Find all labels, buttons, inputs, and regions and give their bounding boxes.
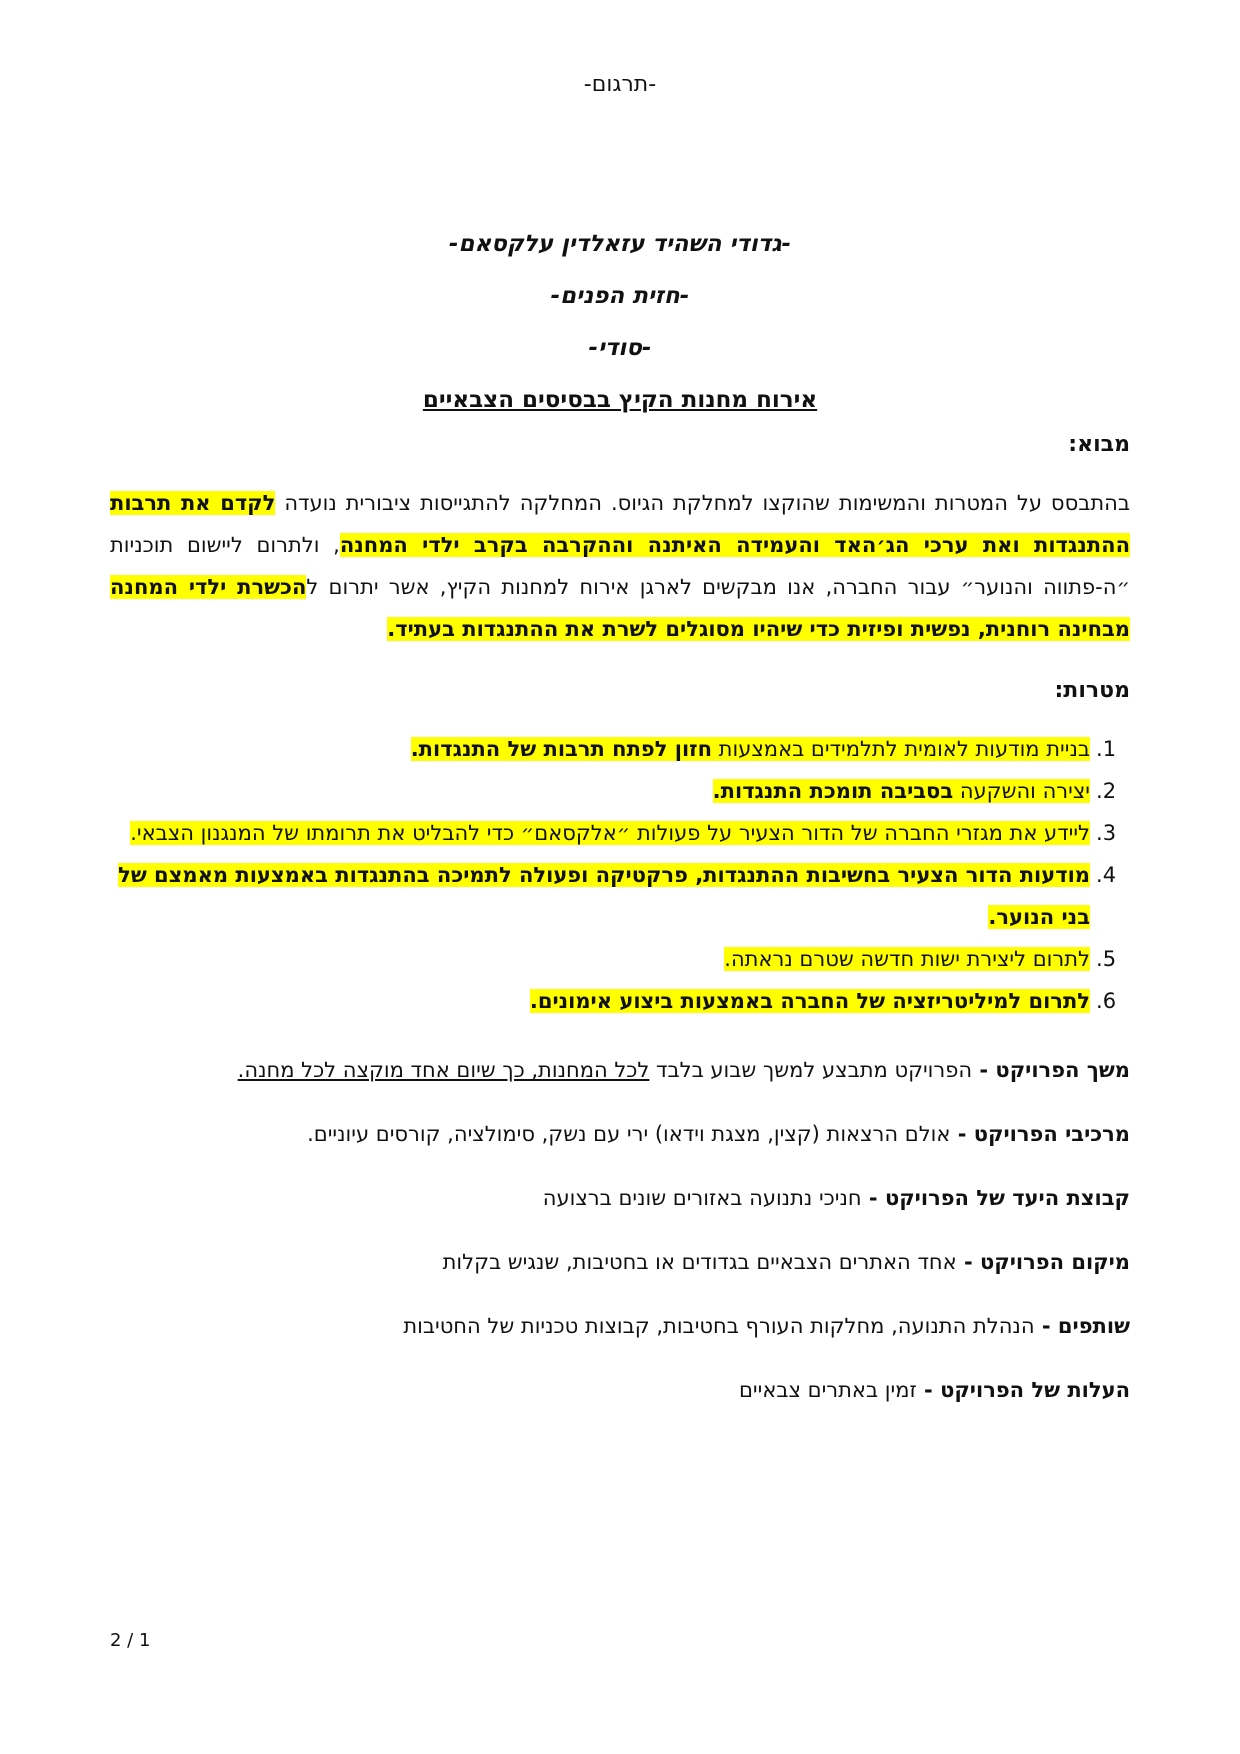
goals-heading: מטרות: xyxy=(1054,678,1130,703)
detail-key: שותפים - xyxy=(1034,1314,1130,1338)
title-classification: -סודי- xyxy=(588,335,652,361)
detail-key: משך הפרויקט - xyxy=(972,1058,1130,1082)
list-item xyxy=(110,770,1117,812)
detail-key: מיקום הפרויקט - xyxy=(956,1250,1130,1274)
detail-key: קבוצת היעד של הפרויקט - xyxy=(861,1186,1130,1210)
intro-text-1: בהתבסס על המטרות והמשימות שהוקצו למחלקת הגיוס. המחלקה להתגייסות ציבורית נועדה xyxy=(275,491,1130,515)
goal-number: 2. xyxy=(1096,779,1117,803)
intro-highlight-2: הכשרת ילדי המחנה מבחינה רוחנית, נפשית ופיזית כדי שיהיו מסוגלים לשרת את ההתנגדות בעתיד. xyxy=(110,575,1130,641)
goal-text-bold: מודעות הדור הצעיר בחשיבות ההתנגדות, פרקטיקה ופעולה לתמיכה בהתנגדות באמצעות מאמצם של בני הנוער. xyxy=(118,863,1090,929)
detail-value: חניכי נתנועה באזורים שונים ברצועה xyxy=(542,1186,862,1210)
detail-value: הנהלת התנועה, מחלקות העורף בחטיבות, קבוצות טכניות של החטיבות xyxy=(403,1314,1035,1338)
detail-key: מרכיבי הפרויקט - xyxy=(950,1122,1130,1146)
page-number: 2 / 1 xyxy=(110,1630,151,1651)
document-body xyxy=(110,430,1130,1422)
detail-partners xyxy=(110,1294,1130,1358)
goals-list xyxy=(110,728,1130,1022)
goal-text: יצירה והשקעה xyxy=(953,779,1090,803)
goal-text: ליידע את מגזרי החברה של הדור הצעיר על פעולות ״אלקסאם״ כדי להבליט את תרומתו של המנגנון הצבאי. xyxy=(130,821,1090,845)
intro-highlight-1: לקדם את תרבות ההתנגדות ואת ערכי הג׳האד והעמידה האיתנה וההקרבה בקרב ילדי המחנה xyxy=(110,491,1130,557)
title-front: -חזית הפנים- xyxy=(550,283,690,309)
goal-number: 4. xyxy=(1096,863,1117,887)
detail-duration xyxy=(110,1038,1130,1102)
list-item xyxy=(110,980,1117,1022)
detail-value: אולם הרצאות (קצין, מצגת וידאו) ירי עם נשק, סימולציה, קורסים עיוניים. xyxy=(307,1122,951,1146)
intro-paragraph xyxy=(110,482,1130,650)
detail-value: זמין באתרים צבאיים xyxy=(739,1378,917,1402)
goal-text: לתרום ליצירת ישות חדשה שטרם נראתה. xyxy=(724,947,1090,971)
goal-text-bold: לתרום למיליטריזציה של החברה באמצעות ביצוע אימונים. xyxy=(529,989,1090,1013)
detail-components xyxy=(110,1102,1130,1166)
document-title: אירוח מחנות הקיץ בבסיסים הצבאיים xyxy=(422,387,818,413)
goal-text: בניית מודעות לאומית לתלמידים באמצעות xyxy=(712,737,1090,761)
list-item xyxy=(110,728,1117,770)
goal-number: 5. xyxy=(1096,947,1117,971)
detail-value-underlined: לכל המחנות, כך שיום אחד מוקצה לכל מחנה. xyxy=(237,1058,650,1082)
detail-value: הפרויקט מתבצע למשך שבוע בלבד xyxy=(649,1058,973,1082)
list-item xyxy=(110,938,1117,980)
goal-number: 6. xyxy=(1096,989,1117,1013)
title-block xyxy=(0,218,1240,426)
detail-value: אחד האתרים הצבאיים בגדודים או בחטיבות, שנגיש בקלות xyxy=(442,1250,957,1274)
goal-text-bold: חזון לפתח תרבות של התנגדות. xyxy=(410,737,712,761)
list-item xyxy=(110,854,1117,938)
title-organization: -גדודי השהיד עזאלדין עלקסאם- xyxy=(448,231,792,257)
intro-heading: מבוא: xyxy=(1068,432,1130,457)
detail-costs xyxy=(110,1358,1130,1422)
detail-key: העלות של הפרויקט - xyxy=(916,1378,1130,1402)
intro-text-2: , ולתרום ליישום תוכניות ״ה-פתווה והנוער״ עבור החברה, אנו מבקשים לארגן אירוח למחנות הקיץ, אשר יתרום ל xyxy=(110,533,1130,599)
translation-label: -תרגום- xyxy=(583,72,657,97)
detail-location xyxy=(110,1230,1130,1294)
goal-number: 1. xyxy=(1096,737,1117,761)
list-item xyxy=(110,812,1117,854)
goal-text-bold: בסביבה תומכת התנגדות. xyxy=(712,779,954,803)
detail-target-group xyxy=(110,1166,1130,1230)
goal-number: 3. xyxy=(1096,821,1117,845)
